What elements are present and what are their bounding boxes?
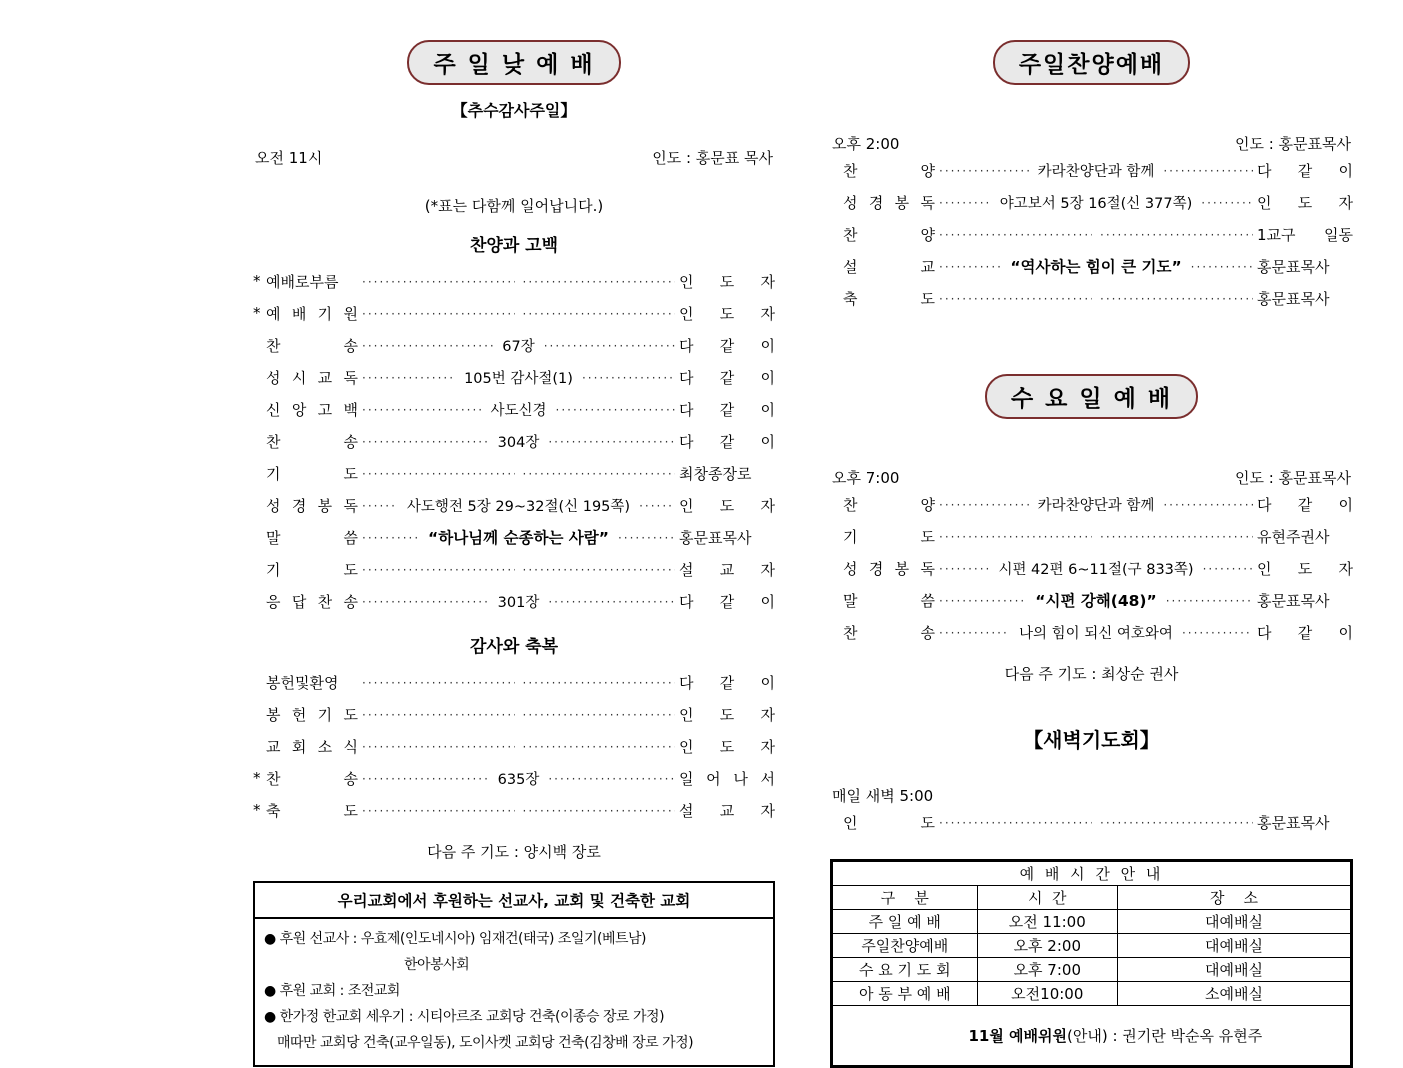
row-person: 최창종장로 bbox=[679, 464, 752, 483]
row-detail: “하나님께 순종하는 사람” bbox=[428, 529, 609, 547]
worship-row bbox=[830, 250, 1353, 282]
wednesday-leader: 인도 : 홍문표목사 bbox=[1234, 469, 1351, 487]
praise-time: 오후 2:00 bbox=[832, 135, 900, 153]
schedule-row-children bbox=[832, 982, 1352, 1006]
row-label: 찬 송 bbox=[266, 336, 358, 355]
worship-row bbox=[830, 154, 1353, 186]
schedule-row-sunday bbox=[832, 910, 1352, 934]
dot-leader bbox=[1163, 161, 1253, 179]
row-label: 찬 송 bbox=[266, 432, 358, 451]
row-label: 찬 송 bbox=[266, 769, 358, 788]
dot-leader bbox=[362, 705, 515, 723]
worship-row bbox=[830, 186, 1353, 218]
dot-leader bbox=[1100, 813, 1253, 831]
worship-row bbox=[830, 552, 1353, 584]
row-detail: “역사하는 힘이 큰 기도” bbox=[1010, 258, 1182, 276]
row-person: 유현주권사 bbox=[1257, 527, 1330, 546]
wednesday-order-list bbox=[830, 488, 1353, 648]
row-person: 홍문표목사 bbox=[1257, 289, 1330, 308]
worship-row bbox=[253, 762, 775, 794]
worship-row bbox=[253, 698, 775, 730]
row-label: 말 씀 bbox=[266, 528, 358, 547]
row-label: 교 회 소 식 bbox=[266, 737, 358, 756]
service-time: 오전 11시 bbox=[255, 149, 323, 167]
schedule-title-row bbox=[832, 861, 1352, 886]
worship-row bbox=[253, 297, 775, 329]
dot-leader bbox=[939, 623, 1010, 641]
worship-row bbox=[253, 585, 775, 617]
schedule-cell: 대예배실 bbox=[1117, 910, 1351, 934]
dot-leader bbox=[939, 559, 989, 577]
dot-leader bbox=[939, 225, 1092, 243]
dot-leader bbox=[523, 464, 676, 482]
schedule-col-place: 장 소 bbox=[1117, 886, 1351, 910]
wednesday-service-title: 수 요 일 예 배 bbox=[985, 374, 1198, 419]
row-person: 홍문표목사 bbox=[1257, 591, 1330, 610]
row-person: 일 어 나 서 bbox=[679, 769, 775, 788]
stand-marker: * bbox=[253, 272, 261, 290]
dot-leader bbox=[362, 592, 489, 610]
worship-row bbox=[253, 329, 775, 361]
worship-schedule-table bbox=[830, 859, 1353, 1068]
dot-leader bbox=[362, 464, 515, 482]
dot-leader bbox=[1182, 623, 1253, 641]
dot-leader bbox=[362, 528, 419, 546]
thanksgiving-sunday-subtitle: 【추수감사주일】 bbox=[451, 101, 577, 120]
worship-row bbox=[830, 616, 1353, 648]
praise-order-list bbox=[830, 154, 1353, 314]
row-detail: 시편 42편 6~11절(구 833쪽) bbox=[998, 561, 1194, 578]
schedule-cell: 대예배실 bbox=[1117, 958, 1351, 982]
schedule-footer bbox=[832, 1006, 1352, 1067]
sponsor-line-church: ● 후원 교회 : 조전교회 bbox=[264, 983, 400, 999]
dot-leader bbox=[556, 400, 675, 418]
row-label: 찬 양 bbox=[843, 495, 935, 514]
worship-row bbox=[830, 520, 1353, 552]
next-week-prayer-left: 다음 주 기도 : 양시백 장로 bbox=[427, 843, 601, 861]
row-detail: 635장 bbox=[497, 771, 540, 788]
schedule-cell: 오전10:00 bbox=[977, 982, 1117, 1006]
wednesday-time: 오후 7:00 bbox=[832, 469, 900, 487]
dot-leader bbox=[1100, 527, 1253, 545]
worship-row bbox=[830, 218, 1353, 250]
row-detail: 67장 bbox=[502, 338, 535, 355]
dot-leader bbox=[523, 801, 676, 819]
row-label: 기 도 bbox=[843, 527, 935, 546]
row-label: 성 경 봉 독 bbox=[266, 496, 358, 515]
worship-row bbox=[253, 666, 775, 698]
sponsor-box-body bbox=[255, 919, 773, 1065]
worship-row bbox=[253, 457, 775, 489]
dot-leader bbox=[362, 272, 515, 290]
dot-leader bbox=[939, 591, 1026, 609]
schedule-cell: 주 일 예 배 bbox=[832, 910, 978, 934]
stand-marker: * bbox=[253, 304, 261, 322]
row-detail: 나의 힘이 되신 여호와여 bbox=[1019, 625, 1173, 642]
dot-leader bbox=[939, 161, 1029, 179]
row-label: 설 교 bbox=[843, 257, 935, 276]
dot-leader bbox=[362, 432, 489, 450]
dot-leader bbox=[548, 592, 675, 610]
row-person: 다 같 이 bbox=[679, 673, 775, 692]
row-label: 기 도 bbox=[266, 464, 358, 483]
dot-leader bbox=[362, 769, 489, 787]
dot-leader bbox=[362, 673, 515, 691]
service-meta-row bbox=[253, 147, 775, 168]
dawn-prayer-title: 【새벽기도회】 bbox=[1023, 728, 1160, 752]
row-label: 성 경 봉 독 bbox=[843, 559, 935, 578]
dot-leader bbox=[523, 705, 676, 723]
dot-leader bbox=[544, 336, 675, 354]
schedule-cell: 수 요 기 도 회 bbox=[832, 958, 978, 982]
row-detail: 사도신경 bbox=[490, 402, 547, 419]
dot-leader bbox=[1100, 225, 1253, 243]
worship-row bbox=[253, 553, 775, 585]
row-label: 말 씀 bbox=[843, 591, 935, 610]
row-person: 다 같 이 bbox=[1257, 161, 1354, 180]
row-person: 인 도 자 bbox=[679, 272, 775, 291]
dot-leader bbox=[362, 336, 493, 354]
worship-row bbox=[253, 361, 775, 393]
schedule-cell: 대예배실 bbox=[1117, 934, 1351, 958]
next-week-prayer-wednesday: 다음 주 기도 : 최상순 권사 bbox=[1004, 665, 1179, 683]
dot-leader bbox=[548, 432, 675, 450]
dot-leader bbox=[362, 368, 455, 386]
dot-leader bbox=[523, 737, 676, 755]
dot-leader bbox=[362, 560, 515, 578]
row-label: 신 앙 고 백 bbox=[266, 400, 358, 419]
dot-leader bbox=[1201, 193, 1253, 211]
dot-leader bbox=[362, 496, 398, 514]
row-label: 봉헌및환영 bbox=[266, 673, 339, 692]
dot-leader bbox=[939, 289, 1092, 307]
dot-leader bbox=[639, 496, 675, 514]
schedule-header-row bbox=[832, 886, 1352, 910]
schedule-cell: 오후 2:00 bbox=[977, 934, 1117, 958]
sponsor-line-missionaries: ● 후원 선교사 : 우효제(인도네시아) 임재건(태국) 조일기(베트남) bbox=[264, 931, 646, 947]
row-detail: “시편 강해(48)” bbox=[1035, 592, 1157, 610]
schedule-cell: 소예배실 bbox=[1117, 982, 1351, 1006]
row-person: 인 도 자 bbox=[679, 496, 775, 515]
dot-leader bbox=[939, 527, 1092, 545]
worship-order-list-2 bbox=[253, 666, 775, 826]
row-person: 인 도 자 bbox=[1257, 559, 1354, 578]
right-column bbox=[830, 30, 1353, 1068]
dot-leader bbox=[523, 673, 676, 691]
row-person: 홍문표목사 bbox=[679, 528, 752, 547]
dot-leader bbox=[582, 368, 675, 386]
row-person: 인 도 자 bbox=[679, 705, 775, 724]
usher-committee-names: (안내) : 권기란 박순옥 유현주 bbox=[1067, 1027, 1263, 1045]
row-person: 인 도 자 bbox=[679, 737, 775, 756]
dot-leader bbox=[1163, 495, 1253, 513]
dawn-prayer-time: 매일 새벽 5:00 bbox=[832, 787, 934, 805]
row-person: 다 같 이 bbox=[1257, 623, 1353, 642]
praise-leader: 인도 : 홍문표목사 bbox=[1234, 135, 1351, 153]
row-person: 설 교 자 bbox=[679, 801, 775, 820]
dot-leader bbox=[1100, 289, 1253, 307]
praise-meta-row bbox=[830, 133, 1353, 154]
row-label: 예 배 기 원 bbox=[266, 304, 358, 323]
schedule-cell: 주일찬양예배 bbox=[832, 934, 978, 958]
row-label: 인 도 bbox=[843, 813, 935, 832]
worship-row bbox=[830, 806, 1353, 838]
service-leader: 인도 : 홍문표 목사 bbox=[652, 149, 773, 167]
usher-committee-label: 11월 예배위원 bbox=[968, 1027, 1067, 1045]
row-detail: 카라찬양단과 함께 bbox=[1037, 163, 1155, 180]
row-person: 1교구 일동 bbox=[1257, 225, 1353, 244]
dawn-order-list bbox=[830, 806, 1353, 838]
dot-leader bbox=[1203, 559, 1253, 577]
dot-leader bbox=[362, 737, 515, 755]
dot-leader bbox=[362, 304, 515, 322]
dot-leader bbox=[523, 304, 676, 322]
row-person: 홍문표목사 bbox=[1257, 257, 1330, 276]
dot-leader bbox=[939, 495, 1029, 513]
dot-leader bbox=[939, 813, 1092, 831]
row-detail: 301장 bbox=[497, 594, 540, 611]
wednesday-meta-row bbox=[830, 467, 1353, 488]
sponsor-line-building: ● 한가정 한교회 세우기 : 시티아르조 교회당 건축(이종승 장로 가정) bbox=[264, 1009, 665, 1025]
row-label: 축 도 bbox=[843, 289, 935, 308]
worship-row bbox=[253, 393, 775, 425]
dot-leader bbox=[548, 769, 675, 787]
row-person: 다 같 이 bbox=[679, 592, 775, 611]
row-detail: 105번 감사절(1) bbox=[464, 370, 573, 387]
dot-leader bbox=[1191, 257, 1253, 275]
schedule-row-praise bbox=[832, 934, 1352, 958]
row-person: 다 같 이 bbox=[679, 368, 776, 387]
worship-order-list-1 bbox=[253, 265, 775, 617]
row-label: 찬 양 bbox=[843, 225, 935, 244]
schedule-row-wednesday bbox=[832, 958, 1352, 982]
sponsor-box-title: 우리교회에서 후원하는 선교사, 교회 및 건축한 교회 bbox=[255, 883, 773, 919]
row-label: 찬 송 bbox=[843, 623, 935, 642]
worship-row bbox=[830, 584, 1353, 616]
row-person: 다 같 이 bbox=[679, 336, 775, 355]
row-person: 다 같 이 bbox=[1257, 495, 1354, 514]
schedule-footer-row bbox=[832, 1006, 1352, 1067]
row-label: 성 시 교 독 bbox=[266, 368, 358, 387]
row-person: 설 교 자 bbox=[679, 560, 775, 579]
row-detail: 304장 bbox=[497, 434, 540, 451]
mission-sponsor-box bbox=[253, 881, 775, 1067]
row-person: 홍문표목사 bbox=[1257, 813, 1330, 832]
stand-note: (*표는 다함께 일어납니다.) bbox=[424, 197, 604, 215]
worship-row bbox=[253, 425, 775, 457]
section-header-thanks-blessing: 감사와 축복 bbox=[469, 637, 559, 657]
worship-row bbox=[830, 282, 1353, 314]
sponsor-line-missionaries-cont: 한아봉사회 bbox=[404, 957, 470, 973]
row-label: 성 경 봉 독 bbox=[843, 193, 935, 212]
schedule-col-time: 시 간 bbox=[977, 886, 1117, 910]
schedule-cell: 오후 7:00 bbox=[977, 958, 1117, 982]
sunday-praise-service-title: 주일찬양예배 bbox=[993, 40, 1190, 85]
dot-leader bbox=[362, 801, 515, 819]
row-label: 봉 헌 기 도 bbox=[266, 705, 358, 724]
sunday-day-service-title: 주 일 낮 예 배 bbox=[407, 40, 620, 85]
stand-marker: * bbox=[253, 801, 261, 819]
dot-leader bbox=[1166, 591, 1253, 609]
worship-row bbox=[253, 521, 775, 553]
worship-row bbox=[830, 488, 1353, 520]
dot-leader bbox=[939, 193, 991, 211]
dot-leader bbox=[362, 400, 481, 418]
row-label: 예배로부름 bbox=[266, 272, 339, 291]
row-person: 인 도 자 bbox=[1257, 193, 1353, 212]
row-detail: 카라찬양단과 함께 bbox=[1037, 497, 1155, 514]
dot-leader bbox=[523, 560, 676, 578]
dot-leader bbox=[523, 272, 676, 290]
row-person: 다 같 이 bbox=[679, 432, 775, 451]
row-label: 응 답 찬 송 bbox=[266, 592, 358, 611]
row-detail: 야고보서 5장 16절(신 377쪽) bbox=[999, 195, 1193, 212]
row-detail: 사도행전 5장 29~32절(신 195쪽) bbox=[406, 498, 631, 515]
schedule-table-title: 예 배 시 간 안 내 bbox=[832, 861, 1352, 886]
row-label: 기 도 bbox=[266, 560, 358, 579]
section-header-praise-confession: 찬양과 고백 bbox=[469, 236, 559, 256]
dot-leader bbox=[618, 528, 675, 546]
worship-row bbox=[253, 730, 775, 762]
schedule-cell: 아 동 부 예 배 bbox=[832, 982, 978, 1006]
worship-row bbox=[253, 265, 775, 297]
row-person: 다 같 이 bbox=[679, 400, 775, 419]
sunday-day-service-section bbox=[253, 30, 775, 1067]
row-person: 인 도 자 bbox=[679, 304, 775, 323]
row-label: 축 도 bbox=[266, 801, 358, 820]
worship-row bbox=[253, 489, 775, 521]
schedule-col-category: 구 분 bbox=[832, 886, 978, 910]
worship-row bbox=[253, 794, 775, 826]
row-label: 찬 양 bbox=[843, 161, 935, 180]
schedule-cell: 오전 11:00 bbox=[977, 910, 1117, 934]
sponsor-line-building-cont: 매따만 교회당 건축(교우일동), 도이사켓 교회당 건축(김창배 장로 가정) bbox=[277, 1035, 694, 1051]
dot-leader bbox=[939, 257, 1001, 275]
stand-marker: * bbox=[253, 769, 261, 787]
